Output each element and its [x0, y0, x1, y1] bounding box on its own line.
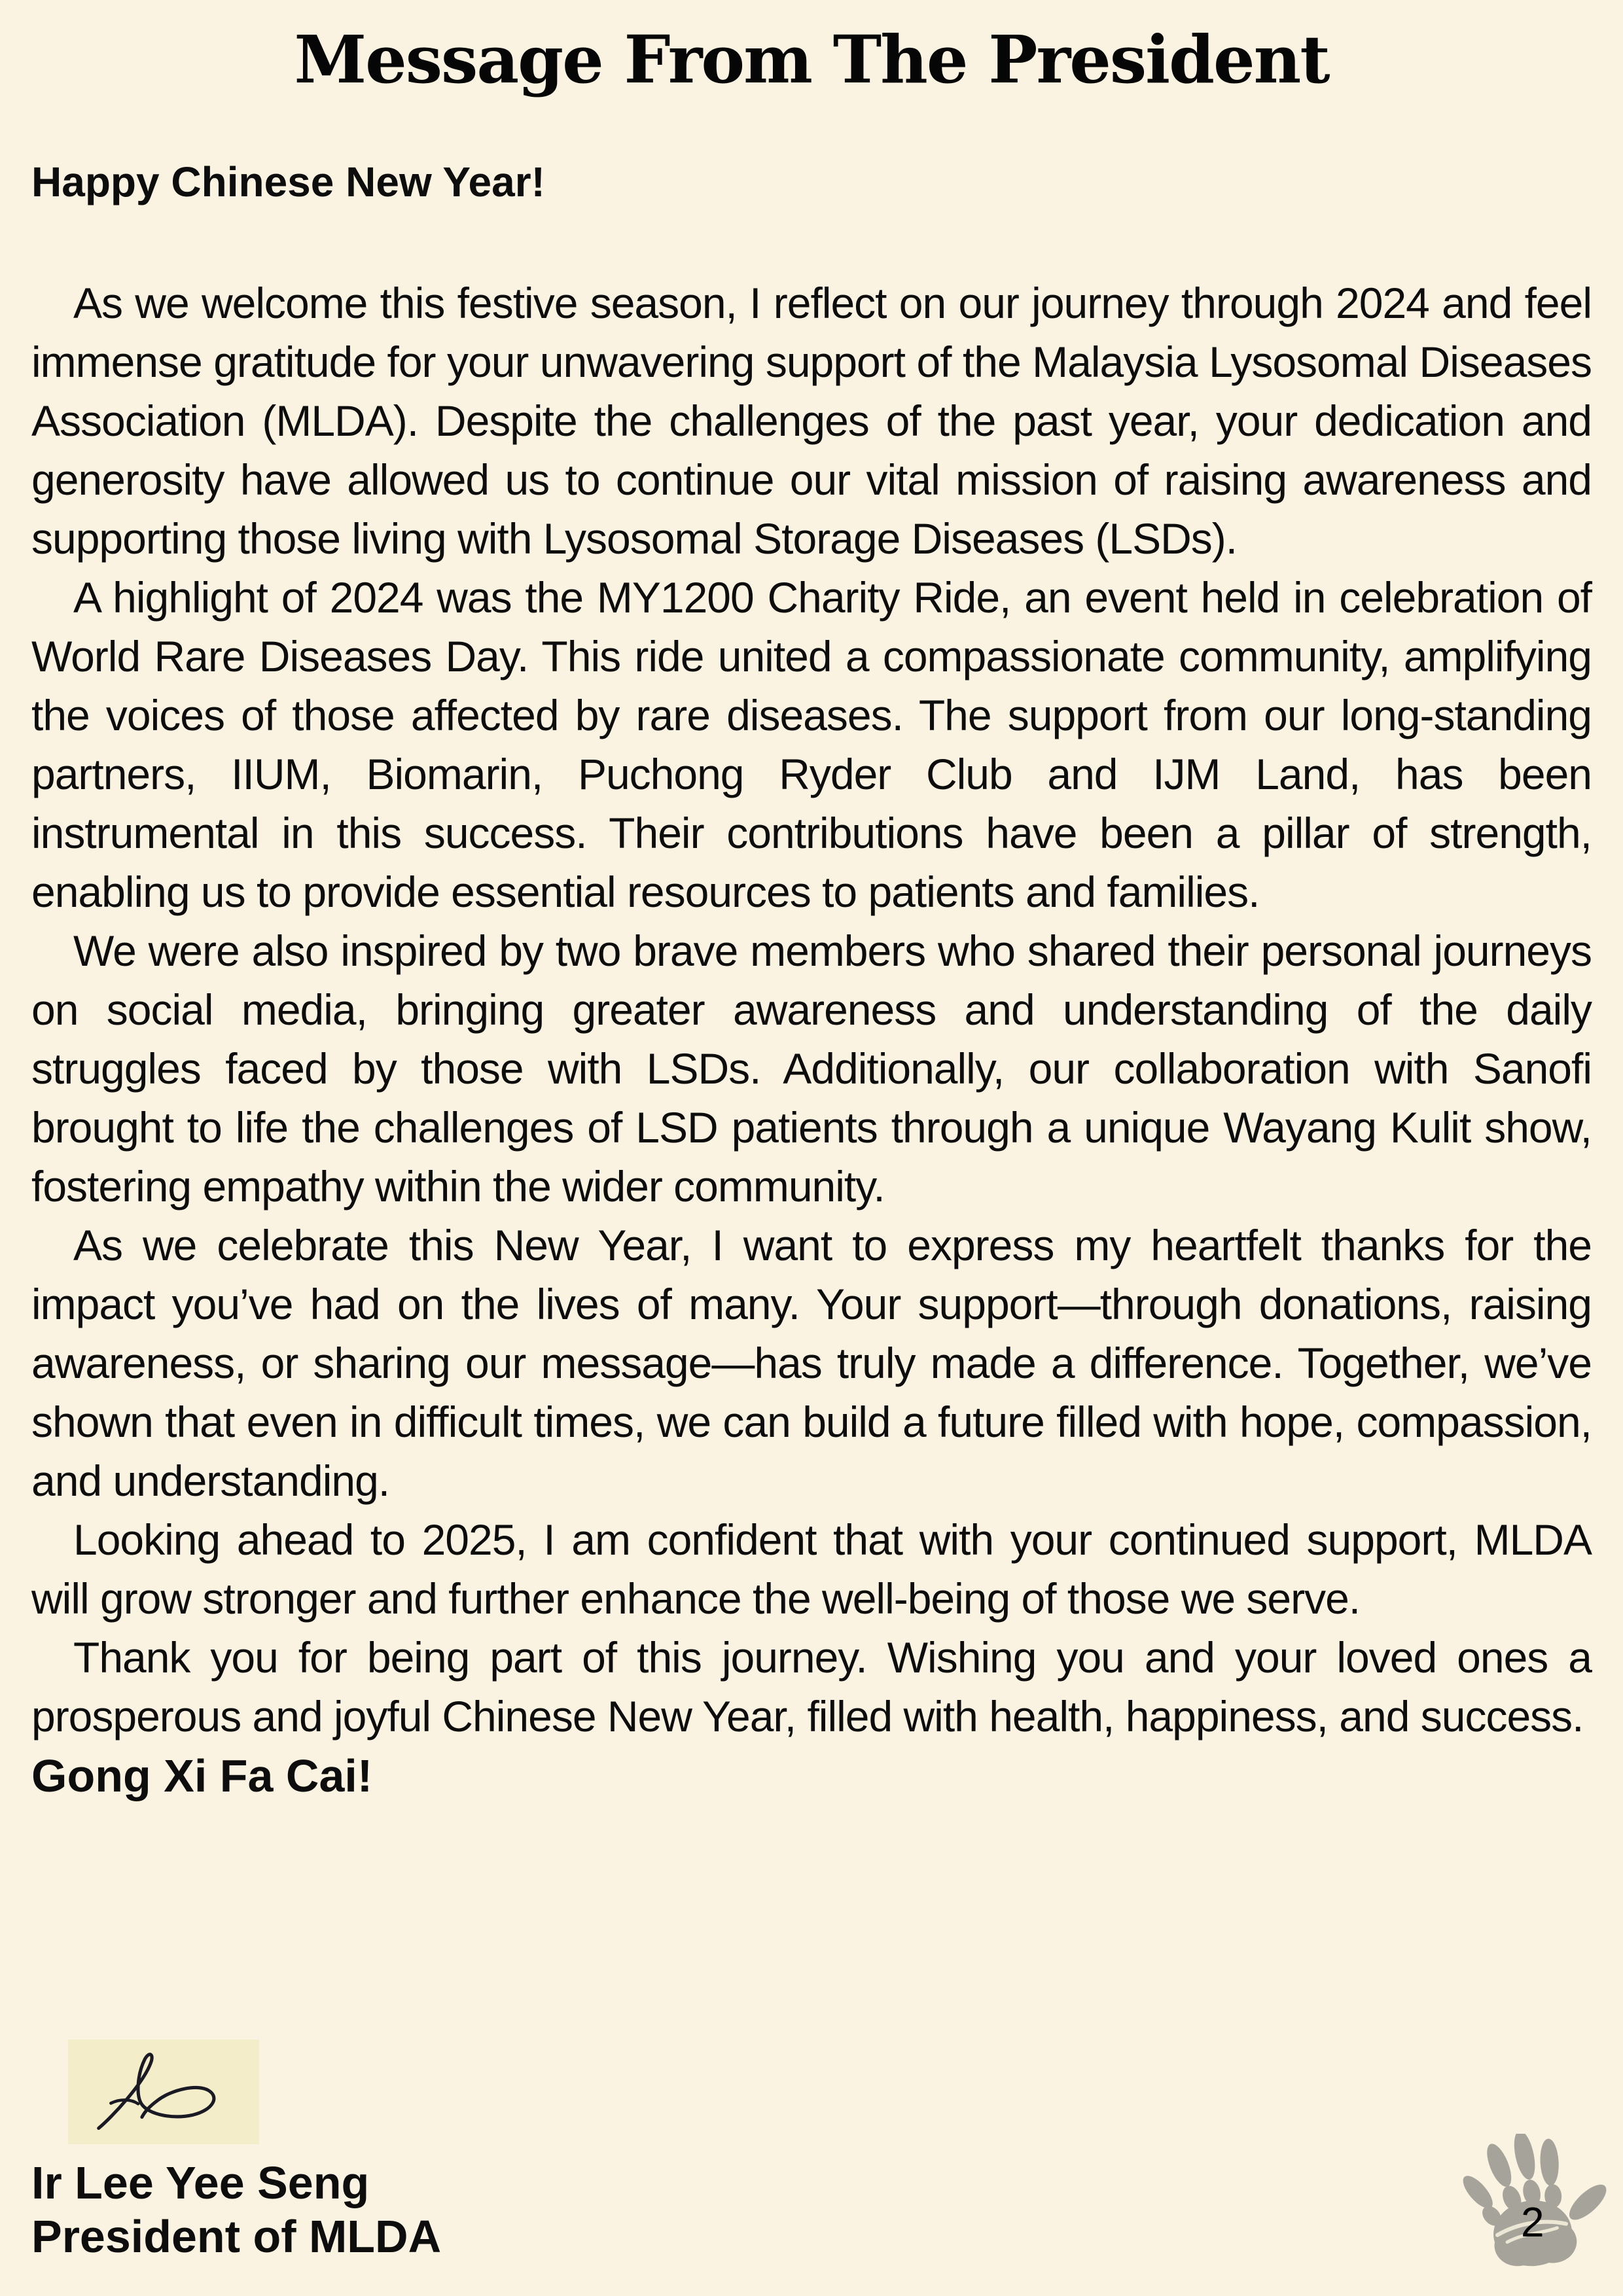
- signature-scribble-icon: [82, 2046, 245, 2138]
- letter-body: [31, 156, 1592, 1806]
- paragraph-3: We were also inspired by two brave members who shared their personal journeys on social media, bringing greater awareness and understanding of the daily struggles faced by those with LSDs. Additionally, our collaboration with Sanofi brought to life the challenges of LSD patients through a unique Wayang Kulit show, fostering empathy within the wider community.: [31, 927, 1592, 1210]
- page-number: 2: [1521, 2199, 1544, 2246]
- signatory-name: Ir Lee Yee Seng: [31, 2157, 370, 2208]
- signatory-role: President of MLDA: [31, 2211, 442, 2262]
- greeting: Happy Chinese New Year!: [31, 158, 545, 205]
- body-copy: [31, 274, 1592, 1806]
- page-title: Message From The President: [294, 21, 1329, 98]
- signature-block: [31, 2040, 817, 2263]
- paragraph-1: As we welcome this festive season, I reflect on our journey through 2024 and feel immense gratitude for your unwavering support of the Malaysia Lysosomal Diseases Association (MLDA). Despite the challenges of the past year, your dedication and generosity have allowed us to continue our vital mission of raising awareness and supporting those living with Lysosomal Storage Diseases (LSDs).: [31, 279, 1592, 563]
- paragraph-4: As we celebrate this New Year, I want to express my heartfelt thanks for the impact you’ve had on the lives of many. Your support—through donations, raising awareness, or sharing our message—has truly made a difference. Together, we’ve shown that even in difficult times, we can build a future filled with hope, compassion, and understanding.: [31, 1221, 1592, 1505]
- paragraph-6: Thank you for being part of this journey. Wishing you and your loved ones a prosperous and joyful Chinese New Year, filled with health, happiness, and success.: [31, 1633, 1592, 1740]
- handprint-icon: [1457, 2134, 1609, 2272]
- closing-wish: Gong Xi Fa Cai!: [31, 1750, 373, 1801]
- paragraph-5: Looking ahead to 2025, I am confident that with your continued support, MLDA will grow stronger and further enhance the well-being of those we serve.: [31, 1515, 1592, 1623]
- paragraph-2: A highlight of 2024 was the MY1200 Charity Ride, an event held in celebration of World Rare Diseases Day. This ride united a compassionate community, amplifying the voices of those affected by rare diseases. The support from our long-standing partners, IIUM, Biomarin, Puchong Ryder Club and IJM Land, has been instrumental in this success. Their contributions have been a pillar of strength, enabling us to provide essential resources to patients and families.: [31, 573, 1592, 916]
- signature-image: [68, 2040, 259, 2144]
